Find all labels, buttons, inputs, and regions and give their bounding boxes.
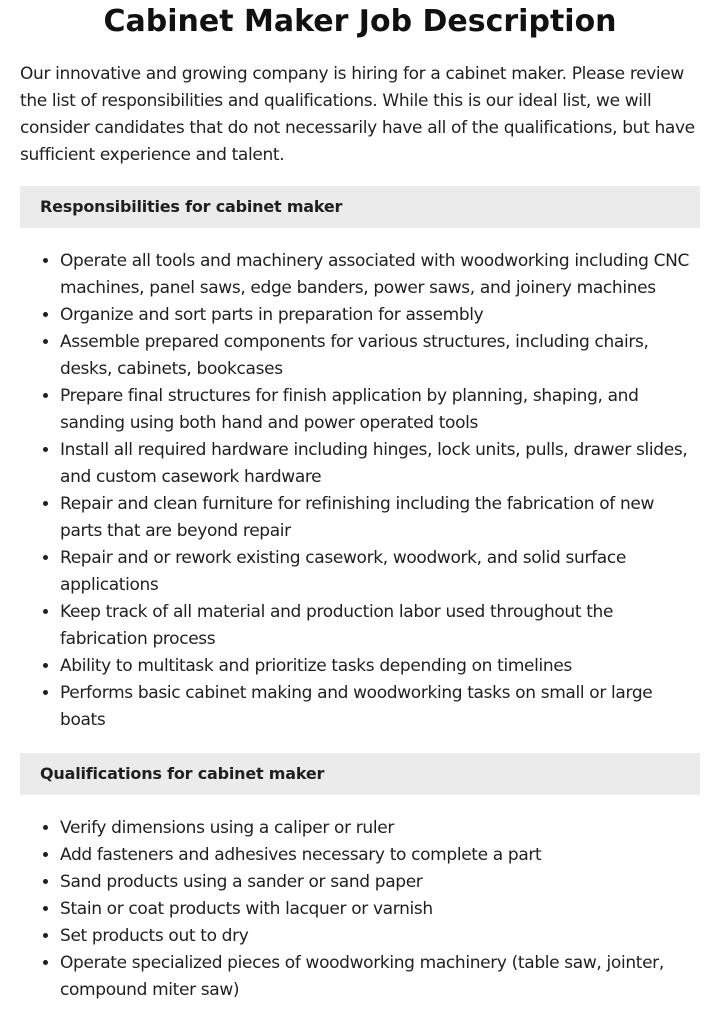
responsibilities-heading: Responsibilities for cabinet maker <box>20 186 700 228</box>
intro-paragraph: Our innovative and growing company is hiring for a cabinet maker. Please review the list of responsibilities and qualifications. While this is our ideal list, we will consider candidates that do not necessarily have all of the qualifications, but have sufficient experience and talent. <box>20 64 695 165</box>
list-item: • Organize and sort parts in preparation for assembly <box>60 302 700 329</box>
page-title: Cabinet Maker Job Description <box>103 4 617 39</box>
list-item: • Repair and clean furniture for refinishing including the fabrication of new parts that are beyond repair <box>60 491 700 545</box>
list-item: • Keep track of all material and production labor used throughout the fabrication process <box>60 599 700 653</box>
list-item: • Stain or coat products with lacquer or varnish <box>60 896 700 923</box>
list-item: • Prepare final structures for finish application by planning, shaping, and sanding using both hand and power operated tools <box>60 383 700 437</box>
list-item: • Operate all tools and machinery associated with woodworking including CNC machines, panel saws, edge banders, power saws, and joinery machines <box>60 248 700 302</box>
list-item: • Set products out to dry <box>60 923 700 950</box>
list-item: • Operate specialized pieces of woodworking machinery (table saw, jointer, compound miter saw) <box>60 950 700 1004</box>
list-item: • Performs basic cabinet making and woodworking tasks on small or large boats <box>60 680 700 734</box>
qualifications-list <box>20 815 700 1004</box>
list-item: • Sand products using a sander or sand paper <box>60 869 700 896</box>
list-item: • Repair and or rework existing casework, woodwork, and solid surface applications <box>60 545 700 599</box>
list-item: • Add fasteners and adhesives necessary to complete a part <box>60 842 700 869</box>
responsibilities-list <box>20 248 700 734</box>
list-item: • Ability to multitask and prioritize tasks depending on timelines <box>60 653 700 680</box>
qualifications-heading: Qualifications for cabinet maker <box>20 753 700 795</box>
list-item: • Install all required hardware including hinges, lock units, pulls, drawer slides, and custom casework hardware <box>60 437 700 491</box>
list-item: • Verify dimensions using a caliper or ruler <box>60 815 700 842</box>
list-item: • Assemble prepared components for various structures, including chairs, desks, cabinets, bookcases <box>60 329 700 383</box>
